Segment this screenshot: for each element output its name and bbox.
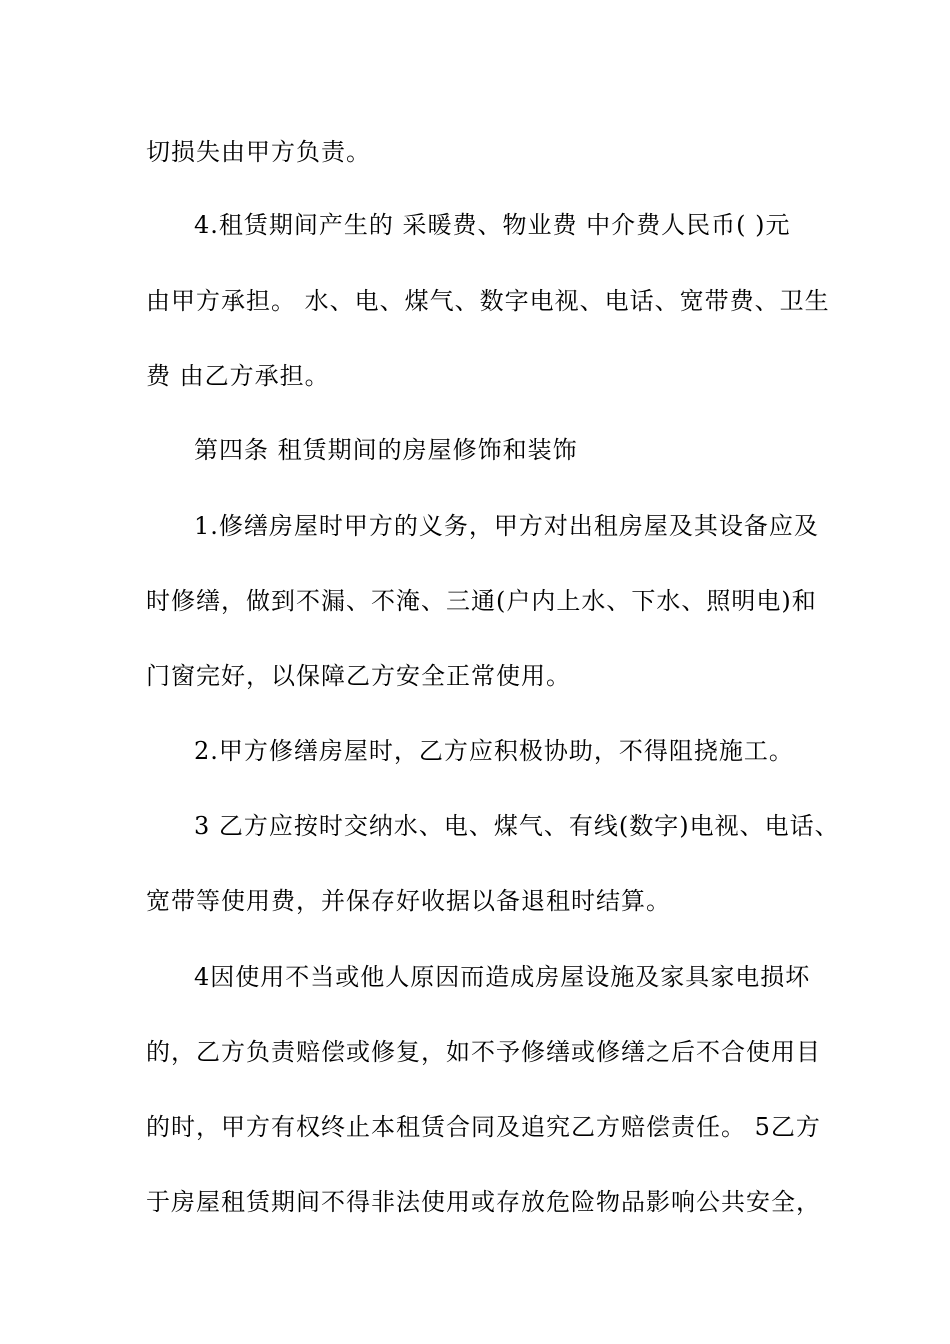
text-line: 4因使用不当或他人原因而造成房屋设施及家具家电损坏 xyxy=(194,963,811,991)
text-line: 时修缮，做到不漏、不淹、三通(户内上水、下水、照明电)和 xyxy=(146,587,817,615)
text-line: 2.甲方修缮房屋时，乙方应积极协助，不得阻挠施工。 xyxy=(194,737,794,765)
text-line: 门窗完好，以保障乙方安全正常使用。 xyxy=(146,662,571,690)
text-line: 3 乙方应按时交纳水、电、煤气、有线(数字)电视、电话、 xyxy=(194,812,840,840)
text-line: 切损失由甲方负责。 xyxy=(146,138,371,166)
text-line: 的时，甲方有权终止本租赁合同及追究乙方赔偿责任。 5乙方 xyxy=(146,1113,821,1141)
text-line: 的，乙方负责赔偿或修复，如不予修缮或修缮之后不合使用目 xyxy=(146,1038,821,1066)
text-line: 于房屋租赁期间不得非法使用或存放危险物品影响公共安全， xyxy=(146,1188,821,1216)
text-line: 1.修缮房屋时甲方的义务，甲方对出租房屋及其设备应及 xyxy=(194,512,819,540)
section-heading: 第四条 租赁期间的房屋修饰和装饰 xyxy=(194,436,578,464)
text-line: 费 由乙方承担。 xyxy=(146,362,330,390)
text-line: 4.租赁期间产生的 采暖费、物业费 中介费人民币( )元 xyxy=(194,211,791,239)
text-line: 由甲方承担。 水、电、煤气、数字电视、电话、宽带费、卫生 xyxy=(146,287,830,315)
text-line: 宽带等使用费，并保存好收据以备退租时结算。 xyxy=(146,887,671,915)
